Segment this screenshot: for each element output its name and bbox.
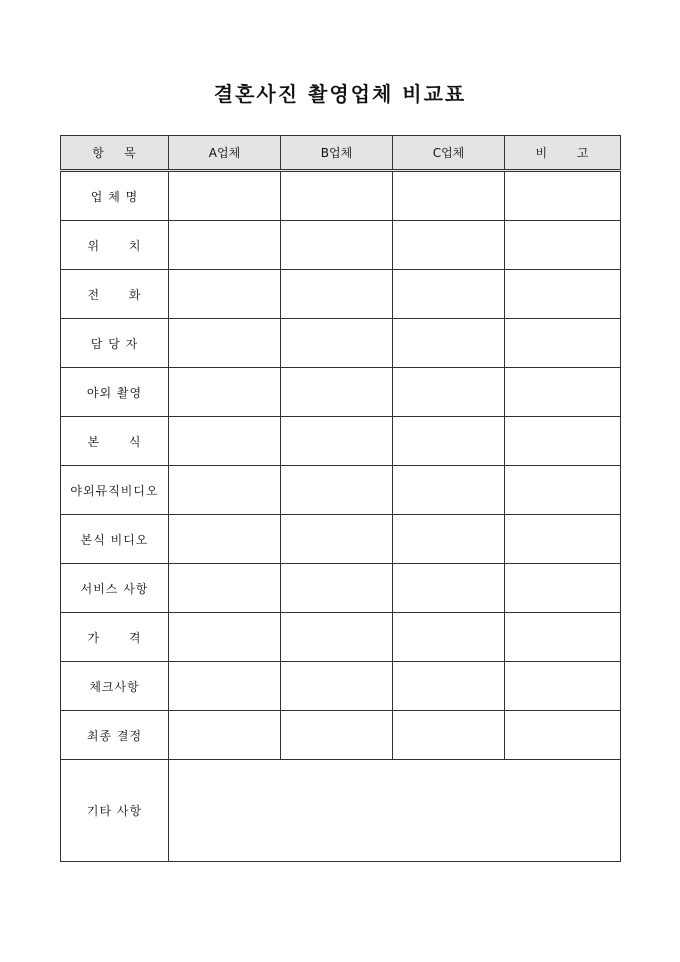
cell-vendor-c [393,711,505,760]
row-label: 전 화 [61,270,169,319]
cell-vendor-c [393,319,505,368]
row-label: 체크사항 [61,662,169,711]
notes-cell [169,760,621,862]
comparison-table [60,135,621,862]
row-label: 기타 사항 [61,760,169,862]
cell-vendor-c [393,171,505,221]
notes-row [61,760,621,862]
cell-remarks [505,319,621,368]
row-label: 야외뮤직비디오 [61,466,169,515]
row-label: 서비스 사항 [61,564,169,613]
cell-remarks [505,270,621,319]
cell-remarks [505,711,621,760]
row-label: 위 치 [61,221,169,270]
table-row [61,564,621,613]
header-item: 항 목 [61,136,169,171]
table-row [61,466,621,515]
cell-vendor-a [169,221,281,270]
cell-vendor-c [393,221,505,270]
cell-remarks [505,662,621,711]
cell-remarks [505,171,621,221]
cell-vendor-b [281,171,393,221]
cell-vendor-b [281,564,393,613]
cell-vendor-a [169,662,281,711]
header-remarks: 비 고 [505,136,621,171]
cell-vendor-c [393,662,505,711]
cell-vendor-c [393,613,505,662]
header-vendor-a: A업체 [169,136,281,171]
row-label: 업 체 명 [61,171,169,221]
table-row [61,368,621,417]
cell-vendor-c [393,515,505,564]
cell-vendor-c [393,564,505,613]
cell-vendor-b [281,662,393,711]
cell-vendor-b [281,466,393,515]
table-row [61,662,621,711]
cell-vendor-a [169,368,281,417]
row-label: 야외 촬영 [61,368,169,417]
cell-vendor-a [169,270,281,319]
table-row [61,319,621,368]
cell-vendor-a [169,564,281,613]
row-label: 본 식 [61,417,169,466]
cell-vendor-a [169,466,281,515]
page-title: 결혼사진 촬영업체 비교표 [213,82,467,106]
cell-vendor-b [281,417,393,466]
cell-vendor-a [169,171,281,221]
row-label: 가 격 [61,613,169,662]
table-row [61,613,621,662]
cell-vendor-b [281,711,393,760]
cell-vendor-c [393,417,505,466]
cell-vendor-a [169,515,281,564]
cell-vendor-a [169,613,281,662]
row-label: 최종 결정 [61,711,169,760]
cell-vendor-c [393,466,505,515]
cell-remarks [505,368,621,417]
cell-vendor-b [281,319,393,368]
cell-remarks [505,515,621,564]
cell-vendor-a [169,417,281,466]
table-row [61,171,621,221]
cell-vendor-a [169,711,281,760]
table-row [61,221,621,270]
header-vendor-b: B업체 [281,136,393,171]
cell-remarks [505,417,621,466]
header-row [61,136,621,171]
cell-remarks [505,466,621,515]
table-row [61,417,621,466]
cell-vendor-c [393,368,505,417]
cell-remarks [505,613,621,662]
table-row [61,515,621,564]
cell-vendor-c [393,270,505,319]
row-label: 담 당 자 [61,319,169,368]
cell-vendor-b [281,515,393,564]
cell-vendor-b [281,368,393,417]
header-vendor-c: C업체 [393,136,505,171]
cell-remarks [505,221,621,270]
table-row [61,270,621,319]
table-row [61,711,621,760]
cell-vendor-a [169,319,281,368]
cell-vendor-b [281,613,393,662]
row-label: 본식 비디오 [61,515,169,564]
cell-vendor-b [281,270,393,319]
cell-remarks [505,564,621,613]
cell-vendor-b [281,221,393,270]
